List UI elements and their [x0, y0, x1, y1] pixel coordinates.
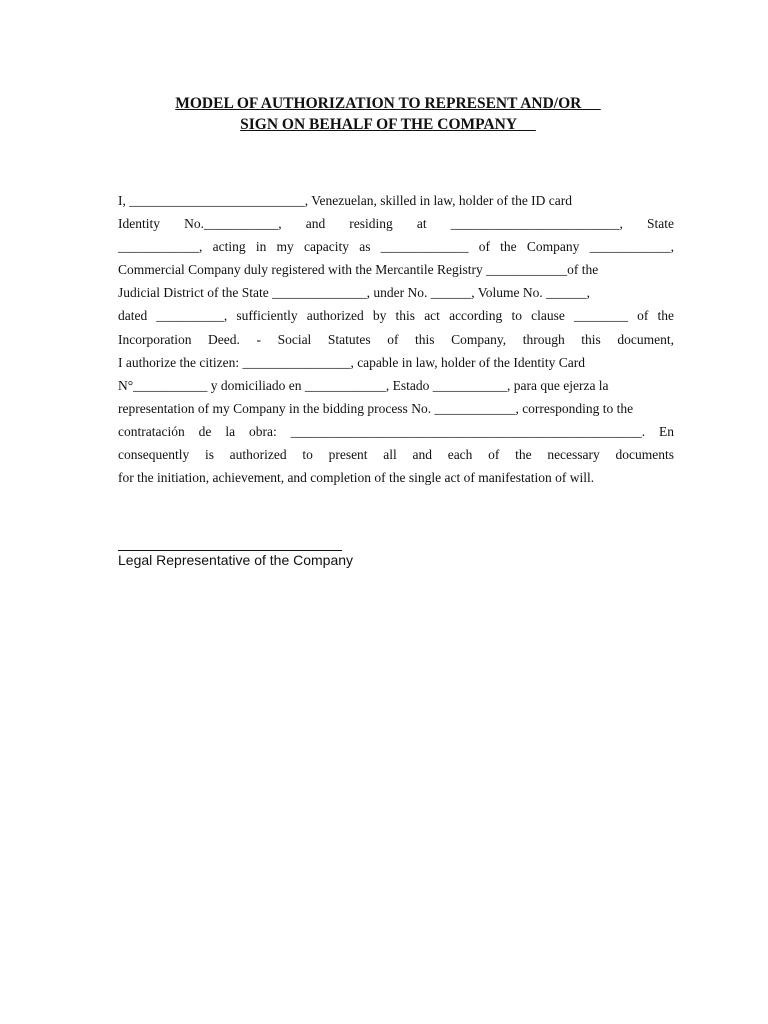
body-line: dated __________, sufficiently authorized by this act according to clause ________ of the — [118, 308, 674, 324]
body-line: N°___________ y domiciliado en ____________, Estado ___________, para que ejerza la — [118, 377, 609, 393]
authorization-body — [118, 189, 674, 489]
body-line: Incorporation Deed. - Social Statutes of this Company, through this document, — [118, 331, 674, 347]
signature-label: Legal Representative of the Company — [118, 552, 354, 568]
body-line: Identity No.___________, and residing at _________________________, State — [118, 216, 674, 232]
document-title-line-2: SIGN ON BEHALF OF THE COMPANY — [240, 116, 536, 133]
body-line: Commercial Company duly registered with the Mercantile Registry ____________of the — [118, 262, 599, 278]
body-line: consequently is authorized to present all and each of the necessary documents — [118, 447, 674, 463]
body-line: for the initiation, achievement, and completion of the single act of manifestation of will. — [118, 470, 595, 486]
document-title-line-1: MODEL OF AUTHORIZATION TO REPRESENT AND/OR — [175, 95, 601, 112]
body-line: contratación de la obra: ____________________________________________________. En — [118, 423, 674, 439]
body-line: ____________, acting in my capacity as _____________ of the Company ____________, — [118, 239, 674, 255]
body-line: representation of my Company in the bidding process No. ____________, corresponding to the — [118, 400, 634, 416]
body-line: I authorize the citizen: ________________, capable in law, holder of the Identity Card — [118, 354, 585, 370]
body-line: I, __________________________, Venezuelan, skilled in law, holder of the ID card — [118, 193, 573, 208]
body-line: Judicial District of the State ______________, under No. ______, Volume No. ______, — [118, 285, 590, 301]
